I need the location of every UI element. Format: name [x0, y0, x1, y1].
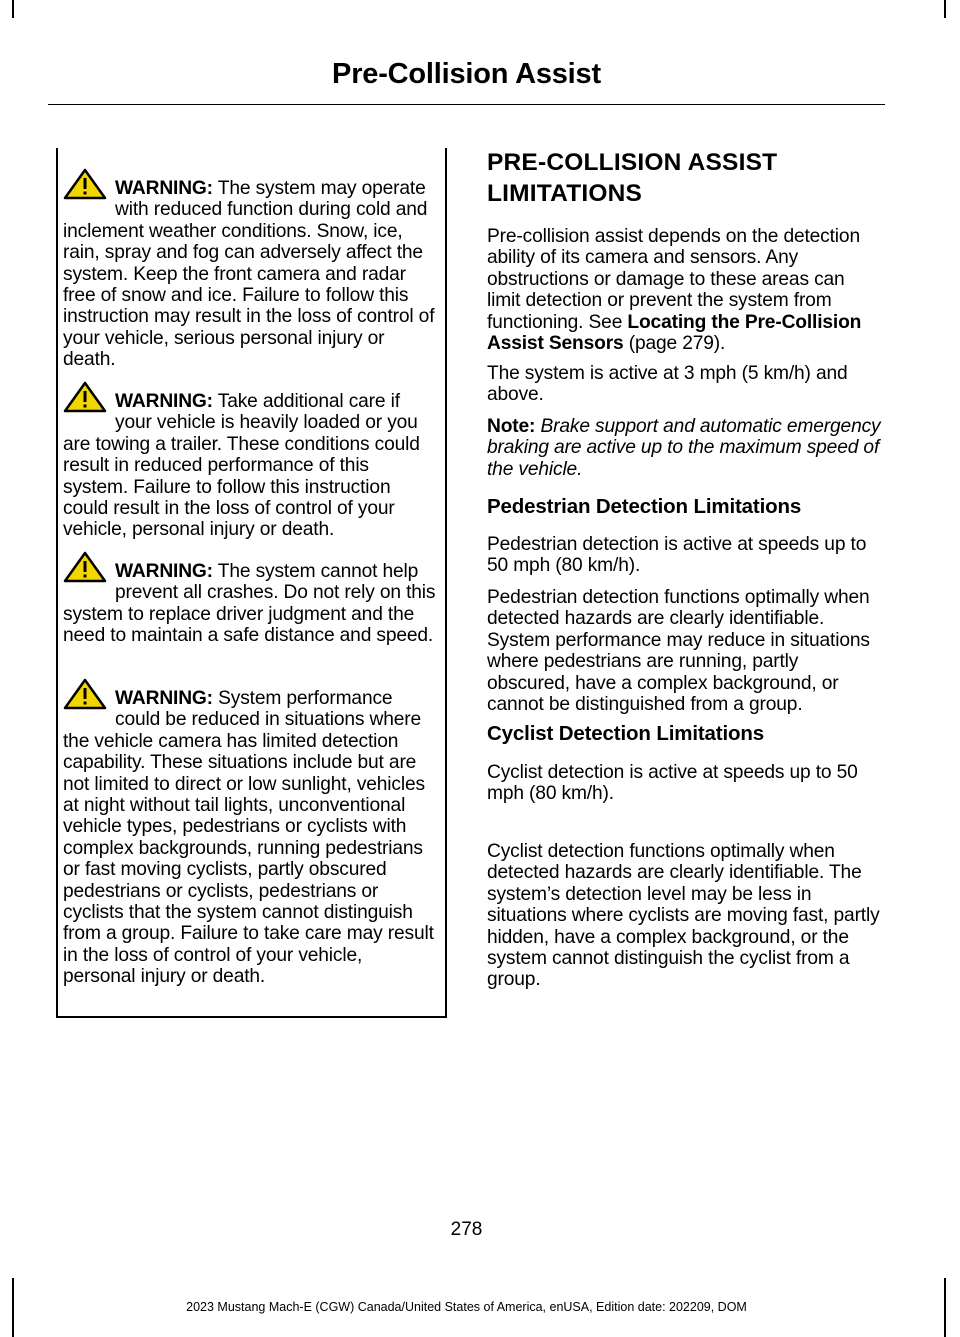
note-text: Brake support and automatic emergency braking are active up to the maximum speed of the vehicle. — [487, 416, 881, 480]
cross-reference-page: (page 279). — [623, 333, 726, 355]
warning-2 — [63, 391, 438, 541]
warning-3 — [63, 561, 438, 647]
warning-triangle-icon — [63, 678, 107, 710]
active-speed-text: The system is active at 3 mph (5 km/h) and above. — [487, 363, 848, 406]
cyclist-heading: Cyclist Detection Limitations — [487, 722, 765, 745]
warning-triangle-icon — [63, 551, 107, 583]
crop-mark-bottom-left — [12, 1278, 14, 1337]
section-title-line-2: LIMITATIONS — [487, 180, 643, 207]
section-intro — [487, 226, 882, 354]
crop-mark-bottom-right — [944, 1278, 946, 1337]
section-title-line-1: PRE-COLLISION ASSIST — [487, 149, 778, 176]
warning-label: WARNING: — [115, 178, 213, 199]
intro-text: Pre-collision assist depends on the detection ability of its camera and sensors. Any obstructions or damage to these areas can limit detection or prevent the system from functioning. See — [487, 226, 860, 333]
warning-label: WARNING: — [115, 391, 213, 412]
warning-text: The system may operate with reduced function during cold and inclement weather conditions. Snow, ice, rain, spray and fog can adversely affect the system. Keep the front camera and radar free of snow and ice. Failure to follow this instruction may result in the loss of control of your vehicle, serious personal injury or death. — [63, 178, 435, 371]
warning-triangle-icon — [63, 168, 107, 200]
pedestrian-paragraph-1: Pedestrian detection is active at speeds up to 50 mph (80 km/h). — [487, 534, 867, 577]
warning-text: System performance could be reduced in situations where the vehicle camera has limited detection capability. These situations include but are not limited to direct or low sunlight, vehicles at night without tail lights, unconventional vehicle types, pedestrians or cyclists with complex backgrounds, running pedestrians or fast moving cyclists, partly obscured pedestrians or cyclists, pedestrians or cyclists that the system cannot distinguish from a group. Failure to take care may result in the loss of control of your vehicle, personal injury or death. — [63, 688, 434, 988]
header-divider — [48, 104, 885, 105]
section-title — [487, 148, 882, 209]
cyclist-paragraph-2: Cyclist detection functions optimally when detected hazards are clearly identifiable. The system’s detection level may be less in situations where cyclists are moving fast, partly hidden, have a complex background, or the system cannot distinguish the cyclist from a group. — [487, 841, 880, 991]
footer-edition: 2023 Mustang Mach-E (CGW) Canada/United States of America, enUSA, Edition date: 202209, DOM — [186, 1300, 747, 1314]
note-label: Note: — [487, 416, 536, 437]
page-number: 278 — [450, 1219, 483, 1240]
pedestrian-heading: Pedestrian Detection Limitations — [487, 495, 802, 518]
warning-label: WARNING: — [115, 561, 213, 582]
pedestrian-paragraph-2: Pedestrian detection functions optimally when detected hazards are clearly identifiable. System performance may reduce in situations where pedestrians are running, partly obscured, have a complex background, or cannot be distinguished from a group. — [487, 587, 870, 716]
cross-reference-link[interactable]: Locating the Pre-Collision Assist Sensors — [487, 311, 862, 355]
warning-text: The system cannot help prevent all crashes. Do not rely on this system to replace driver judgment and the need to maintain a safe distance and speed. — [63, 561, 436, 647]
crop-mark-top-right — [944, 0, 946, 18]
crop-mark-top-left — [12, 0, 14, 18]
warning-text: Take additional care if your vehicle is heavily loaded or you are towing a trailer. These conditions could result in reduced performance of this system. Failure to follow this instruction could result in the loss of control of your vehicle, personal injury or death. — [63, 391, 420, 541]
warning-1 — [63, 178, 438, 371]
cyclist-paragraph-1: Cyclist detection is active at speeds up to 50 mph (80 km/h). — [487, 762, 858, 805]
note — [487, 416, 882, 480]
warning-4 — [63, 688, 438, 988]
page-title: Pre-Collision Assist — [332, 58, 601, 90]
warning-label: WARNING: — [115, 688, 213, 709]
warning-triangle-icon — [63, 381, 107, 413]
